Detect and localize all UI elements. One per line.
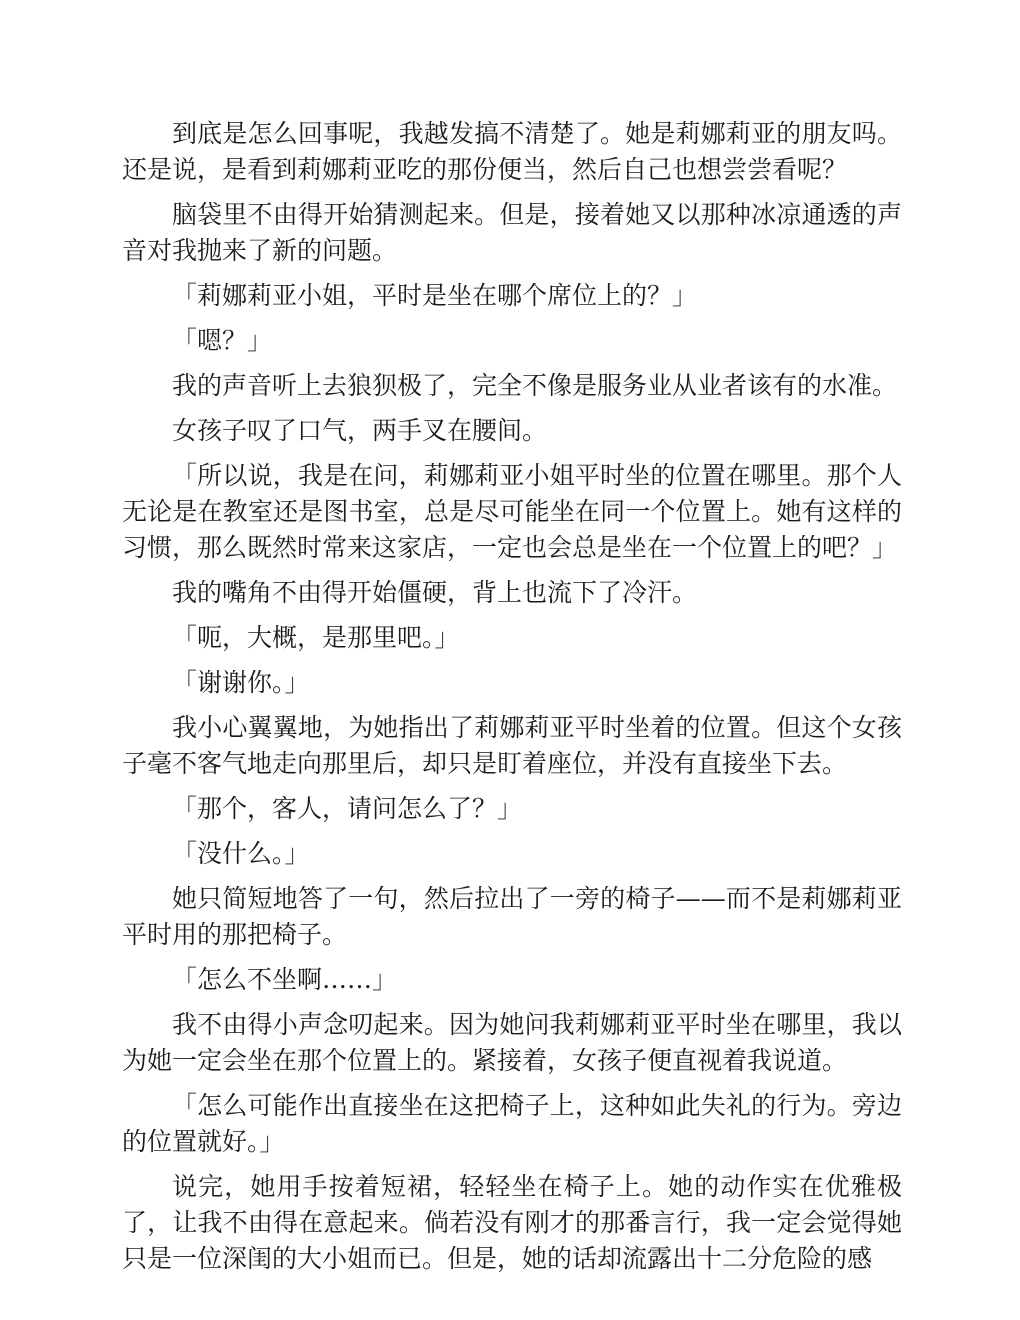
paragraph: 我的嘴角不由得开始僵硬，背上也流下了冷汗。: [172, 578, 698, 607]
paragraph: 我小心翼翼地，为她指出了莉娜莉亚平时坐着的位置。但这个女孩子毫不客气地走向那里后，却只是盯着座位，并没有直接坐下去。: [122, 713, 902, 778]
dialogue-line: 「那个，客人，请问怎么了？」: [172, 794, 523, 823]
paragraph: 她只简短地答了一句，然后拉出了一旁的椅子——而不是莉娜莉亚平时用的那把椅子。: [122, 884, 902, 949]
dialogue-line: 「没什么。」: [172, 839, 310, 868]
paragraph: 女孩子叹了口气，两手叉在腰间。: [172, 416, 548, 445]
dialogue-line: 「嗯？」: [172, 326, 273, 355]
paragraph: 我的声音听上去狼狈极了，完全不像是服务业从业者该有的水准。: [172, 371, 898, 400]
text-body: [122, 116, 902, 1286]
paragraph: 我不由得小声念叨起来。因为她问我莉娜莉亚平时坐在哪里，我以为她一定会坐在那个位置上的。紧接着，女孩子便直视着我说道。: [122, 1010, 902, 1075]
dialogue-line: 「所以说，我是在问，莉娜莉亚小姐平时坐的位置在哪里。那个人无论是在教室还是图书室，总是尽可能坐在同一个位置上。她有这样的习惯，那么既然时常来这家店，一定也会总是坐在一个位置上的吧？」: [122, 461, 902, 562]
paragraph: 脑袋里不由得开始猜测起来。但是，接着她又以那种冰凉通透的声音对我抛来了新的问题。: [122, 200, 902, 265]
paragraph: 到底是怎么回事呢，我越发搞不清楚了。她是莉娜莉亚的朋友吗。还是说，是看到莉娜莉亚吃的那份便当，然后自己也想尝尝看呢？: [122, 119, 902, 184]
paragraph: 说完，她用手按着短裙，轻轻坐在椅子上。她的动作实在优雅极了，让我不由得在意起来。倘若没有刚才的那番言行，我一定会觉得她只是一位深闺的大小姐而已。但是，她的话却流露出十二分危险的感: [122, 1172, 902, 1273]
dialogue-line: 「怎么不坐啊……」: [172, 965, 398, 994]
dialogue-line: 「莉娜莉亚小姐，平时是坐在哪个席位上的？」: [172, 281, 698, 310]
dialogue-line: 「谢谢你。」: [172, 668, 310, 697]
dialogue-line: 「怎么可能作出直接坐在这把椅子上，这种如此失礼的行为。旁边的位置就好。」: [122, 1091, 902, 1156]
dialogue-line: 「呃，大概，是那里吧。」: [172, 623, 460, 652]
